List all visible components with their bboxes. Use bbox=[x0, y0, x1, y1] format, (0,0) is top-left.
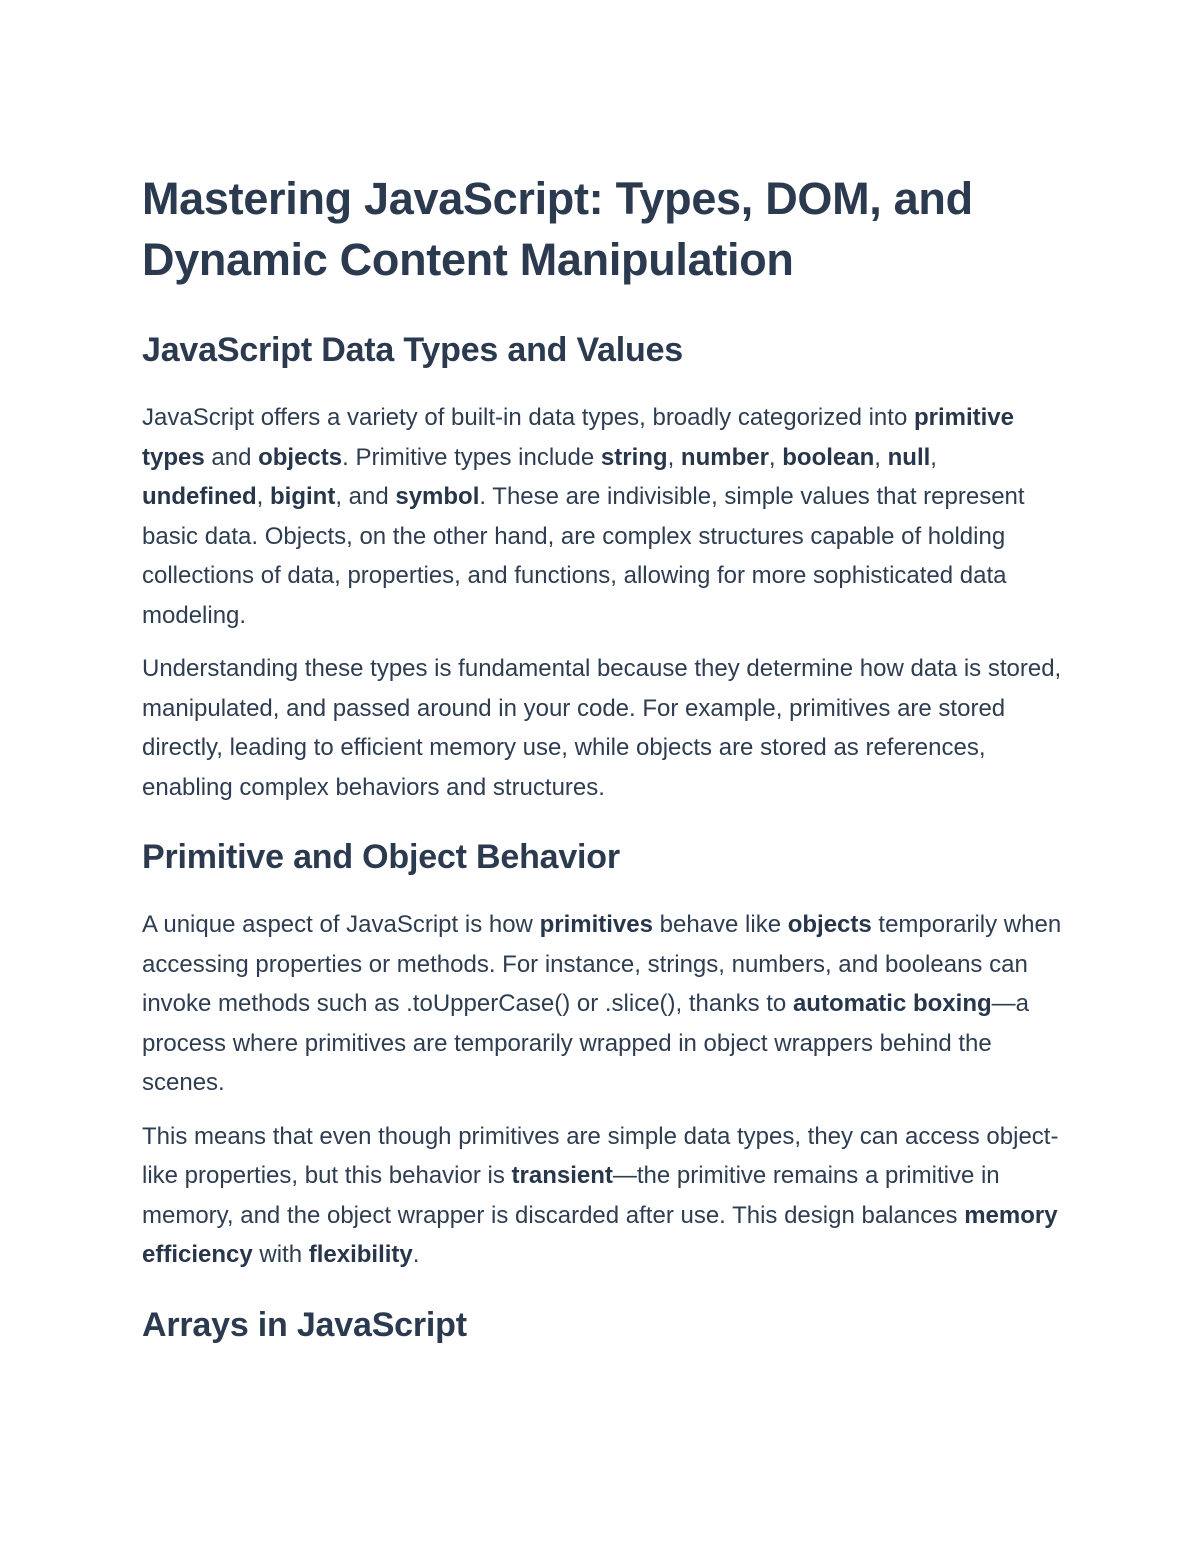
text-run: temporarily when accessing properties or methods. For instance, strings, numbers, and booleans can invoke methods such as .toUpperCase() or .slice(), thanks to bbox=[142, 911, 1062, 1017]
bold-text: null bbox=[887, 443, 931, 471]
text-run: , bbox=[930, 443, 937, 471]
paragraph bbox=[142, 398, 1062, 635]
section-heading: Primitive and Object Behavior bbox=[142, 838, 620, 876]
bold-text: number bbox=[680, 443, 769, 471]
section-primitive-object-behavior bbox=[142, 835, 1062, 1275]
text-run: with bbox=[252, 1241, 309, 1268]
section-heading: Arrays in JavaScript bbox=[142, 1305, 467, 1344]
text-run: Understanding these types is fundamental because they determine how data is stored, manipulated, and passed around in your code. For example, primitives are stored directly, leading to efficient memory use, while objects are stored as references, enabling complex behaviors and structures. bbox=[142, 655, 1062, 801]
text-run: —a process where primitives are temporarily wrapped in object wrappers behind the scenes. bbox=[142, 990, 1029, 1096]
document-page bbox=[142, 168, 1062, 1373]
paragraph bbox=[142, 1117, 1062, 1275]
text-run: , bbox=[874, 443, 888, 471]
document-title: Mastering JavaScript: Types, DOM, and Dynamic Content Manipulation bbox=[142, 173, 973, 285]
text-run: —the primitive remains a primitive in memory, and the object wrapper is discarded after use. This design balances bbox=[142, 1162, 1000, 1229]
section-data-types bbox=[142, 328, 1062, 807]
text-run: and bbox=[204, 443, 259, 471]
bold-text: primitive types bbox=[142, 404, 1014, 471]
bold-text: objects bbox=[787, 911, 872, 938]
bold-text: symbol bbox=[395, 483, 480, 510]
text-run: behave like bbox=[652, 911, 788, 938]
text-run: , and bbox=[335, 483, 396, 510]
text-run: JavaScript offers a variety of built-in data types, broadly categorized into bbox=[142, 404, 914, 431]
text-run: This means that even though primitives are simple data types, they can access object-like properties, but this behavior is bbox=[142, 1122, 1059, 1189]
text-run: A unique aspect of JavaScript is how bbox=[142, 911, 540, 938]
section-arrays bbox=[142, 1303, 1062, 1347]
paragraph bbox=[142, 905, 1062, 1103]
bold-text: memory efficiency bbox=[142, 1201, 1058, 1268]
paragraph bbox=[142, 649, 1062, 807]
bold-text: automatic boxing bbox=[792, 990, 992, 1017]
text-run: , bbox=[256, 483, 270, 510]
section-heading: JavaScript Data Types and Values bbox=[142, 331, 684, 369]
bold-text: string bbox=[600, 443, 668, 471]
bold-text: boolean bbox=[782, 443, 875, 471]
bold-text: primitives bbox=[539, 911, 653, 938]
bold-text: transient bbox=[511, 1162, 613, 1189]
text-run: . bbox=[412, 1241, 420, 1268]
text-run: . These are indivisible, simple values that represent basic data. Objects, on the other hand, are complex structures capable of holding collections of data, properties, and functions, allowing for more sophisticated data modeling. bbox=[142, 483, 1025, 629]
bold-text: flexibility bbox=[308, 1241, 413, 1268]
text-run: . Primitive types include bbox=[342, 443, 601, 471]
bold-text: objects bbox=[258, 443, 343, 471]
bold-text: bigint bbox=[270, 483, 336, 510]
text-run: , bbox=[667, 443, 681, 471]
text-run: , bbox=[768, 443, 783, 471]
bold-text: undefined bbox=[142, 483, 257, 510]
